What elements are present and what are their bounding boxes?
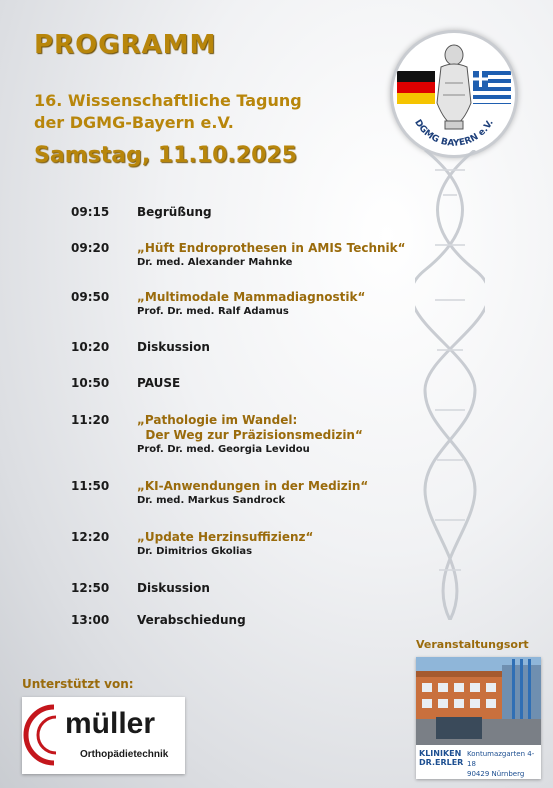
conference-subtitle	[34, 90, 302, 134]
schedule-title: Verabschiedung	[137, 613, 246, 627]
speaker-name: Dr. med. Alexander Mahnke	[137, 257, 293, 268]
schedule-time: 09:15	[71, 205, 110, 219]
venue-footer	[416, 745, 541, 779]
talk-title: „KI-Anwendungen in der Medizin“	[137, 479, 369, 493]
dgmg-logo	[390, 30, 518, 158]
clinic-brand-line-1: KLINIKEN	[419, 749, 462, 758]
schedule-time: 12:50	[71, 581, 110, 595]
schedule-title: PAUSE	[137, 376, 181, 390]
schedule-title: Diskussion	[137, 340, 210, 354]
address-line-1: Kontumazgarten 4-18	[467, 750, 535, 768]
clinic-brand-line-2: DR.ERLER	[419, 758, 464, 767]
subtitle-line-1: 16. Wissenschaftliche Tagung	[34, 91, 302, 110]
subtitle-line-2: der DGMG-Bayern e.V.	[34, 113, 234, 132]
clinic-brand	[419, 749, 463, 767]
schedule-time: 09:20	[71, 241, 110, 255]
talk-title: „Multimodale Mammadiagnostik“	[137, 290, 366, 304]
dgmg-seal-icon	[393, 33, 515, 155]
clinic-building-image	[416, 657, 541, 745]
address-line-2: 90429 Nürnberg	[467, 770, 525, 778]
speaker-name: Dr. Dimitrios Gkolias	[137, 546, 253, 557]
schedule-title: Begrüßung	[137, 205, 212, 219]
venue-label: Veranstaltungsort	[416, 638, 529, 651]
event-date: Samstag, 11.10.2025	[34, 143, 298, 168]
schedule-time: 10:50	[71, 376, 110, 390]
sponsor-name: müller	[65, 707, 156, 740]
schedule-title: Diskussion	[137, 581, 210, 595]
sponsor-label: Unterstützt von:	[22, 677, 134, 691]
logo-arc-text: DGMG BAYERN e.V.	[412, 118, 496, 149]
schedule-time: 09:50	[71, 290, 110, 304]
schedule-time: 13:00	[71, 613, 110, 627]
schedule-time: 11:50	[71, 479, 110, 493]
speaker-name: Prof. Dr. med. Ralf Adamus	[137, 306, 289, 317]
talk-title: „Hüft Endroprothesen in AMIS Technik“	[137, 241, 406, 255]
schedule-time: 11:20	[71, 413, 110, 427]
sponsor-subtitle: Orthopädietechnik	[80, 749, 169, 760]
speaker-name: Prof. Dr. med. Georgia Levidou	[137, 444, 310, 455]
mueller-sponsor-logo	[22, 697, 185, 774]
talk-title: „Pathologie im Wandel: Der Weg zur Präzisionsmedizin“	[137, 413, 363, 442]
talk-title: „Update Herzinsuffizienz“	[137, 530, 314, 544]
schedule-time: 10:20	[71, 340, 110, 354]
speaker-name: Dr. med. Markus Sandrock	[137, 495, 286, 506]
venue-address	[467, 749, 541, 779]
page-title: PROGRAMM	[34, 30, 217, 60]
schedule-time: 12:20	[71, 530, 110, 544]
venue-photo	[416, 657, 541, 779]
dna-helix-icon	[415, 150, 485, 620]
